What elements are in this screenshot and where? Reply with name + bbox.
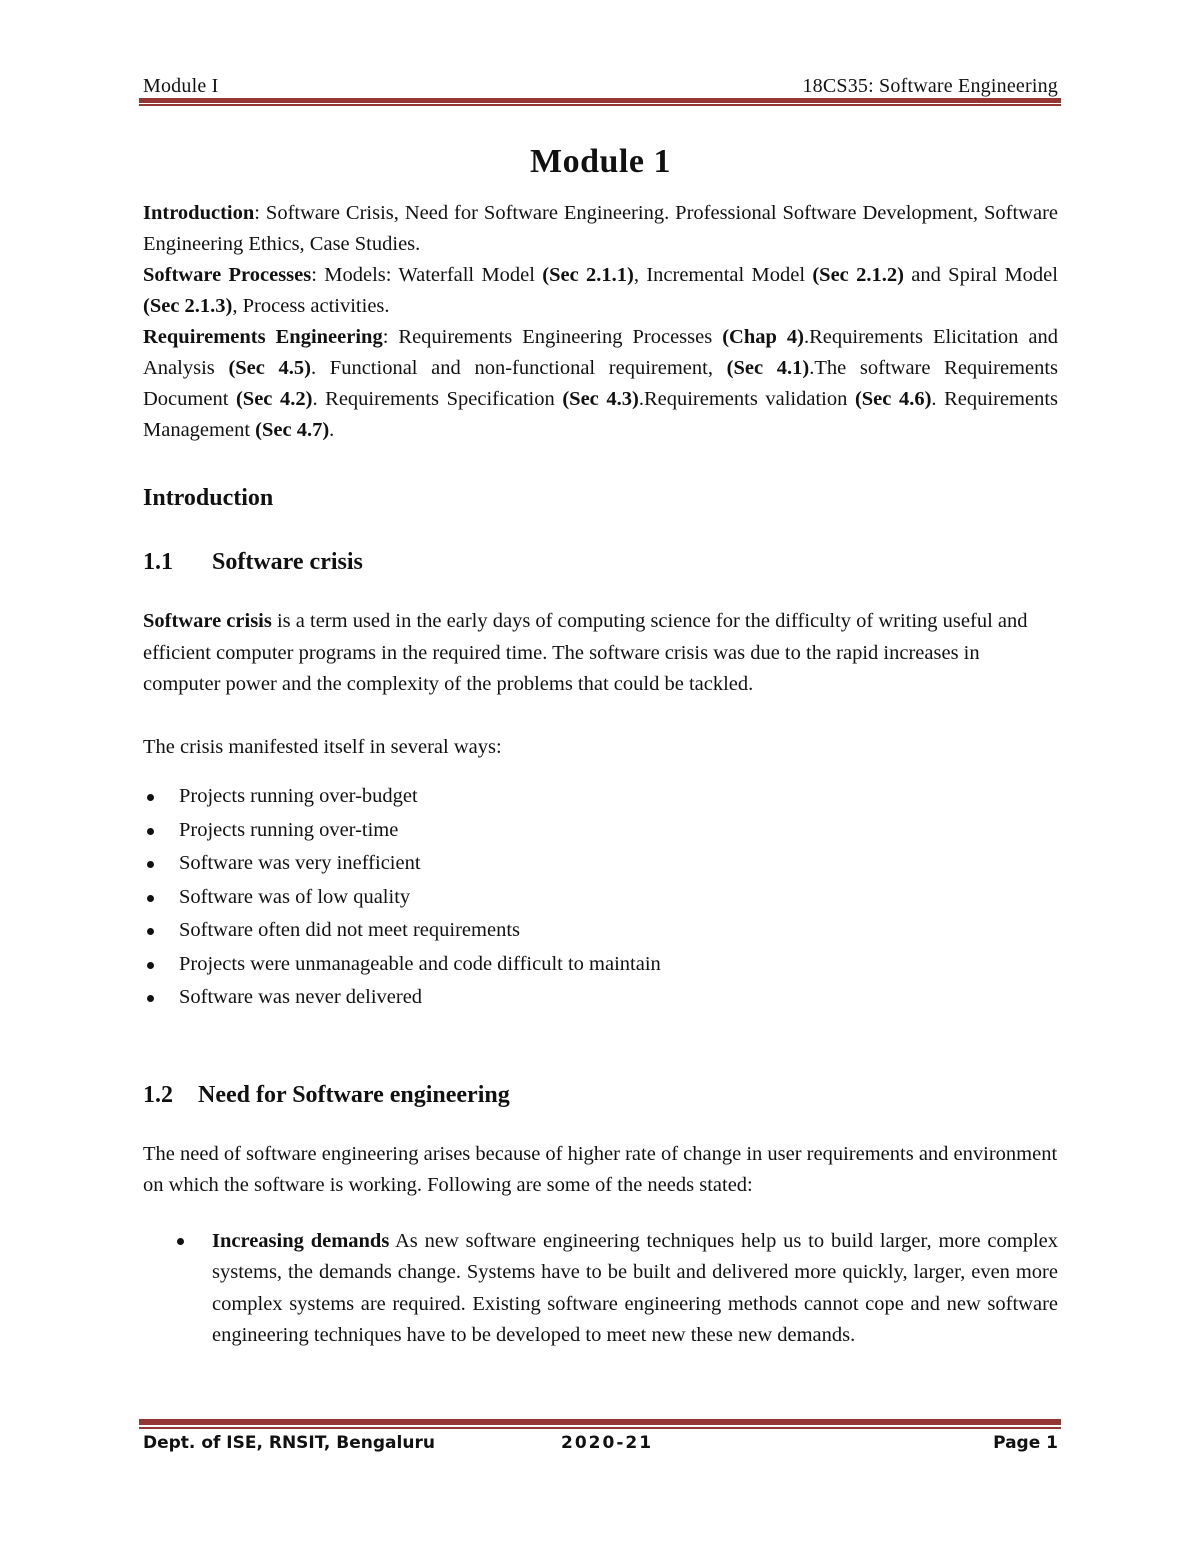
footer-page-number: Page 1 xyxy=(993,1433,1058,1453)
header-course: 18CS35: Software Engineering xyxy=(802,75,1058,97)
page-footer xyxy=(143,1433,1058,1461)
footer-department: Dept. of ISE, RNSIT, Bengaluru xyxy=(143,1433,435,1453)
syllabus-req-label: Requirements Engineering xyxy=(143,326,383,348)
syllabus-proc-label: Software Processes xyxy=(143,264,312,286)
paragraph-software-crisis: Software crisis is a term used in the early days of computing science for the difficulty of writing useful and efficient computer programs in the required time. The software crisis was due to the rapid increases in computer power and the complexity of the problems that could be tackled. xyxy=(143,610,1028,695)
list-item: Projects were unmanageable and code difficult to maintain xyxy=(143,948,1058,982)
footer-rule-thin xyxy=(139,1427,1061,1429)
list-item: Increasing demands As new software engineering techniques help us to build larger, more complex systems, the demands change. Systems have to be built and delivered more quickly, larger, even more complex systems are required. Existing software engineering methods cannot cope and new software engineering techniques have to be developed to meet new these new demands. xyxy=(143,1226,1058,1352)
list-item: Software was never delivered xyxy=(143,981,1058,1015)
section-number: 1.1 xyxy=(143,549,173,575)
page-title: Module 1 xyxy=(530,143,671,180)
heading-need-for-se xyxy=(143,1075,1058,1115)
footer-rule xyxy=(139,1419,1061,1425)
list-item: Projects running over-budget xyxy=(143,780,1058,814)
crisis-bullet-list xyxy=(143,780,1058,1015)
header-module: Module I xyxy=(143,75,219,97)
list-item: Software often did not meet requirements xyxy=(143,914,1058,948)
syllabus-requirements: Requirements Engineering: Requirements Engineering Processes (Chap 4).Requirements Elicitation and Analysis (Sec 4.5). Functional and non-functional requirement, (Sec 4.1).The software Requirements Document (Sec 4.2). Requirements Specification (Sec 4.3).Requirements validation (Sec 4.6). Requirements Management (Sec 4.7). xyxy=(143,326,1059,441)
syllabus-introduction: Introduction: Software Crisis, Need for Software Engineering. Professional Software Development, Software Engineering Ethics, Case Studies. xyxy=(143,202,1058,255)
header-rule xyxy=(139,98,1061,103)
page-body xyxy=(143,140,1058,1352)
heading-introduction: Introduction xyxy=(143,485,274,511)
heading-software-crisis xyxy=(143,542,1058,582)
paragraph-crisis-ways: The crisis manifested itself in several ways: xyxy=(143,735,502,758)
syllabus-processes: Software Processes: Models: Waterfall Model (Sec 2.1.1), Incremental Model (Sec 2.1.2) and Spiral Model (Sec 2.1.3), Process activities. xyxy=(143,264,1058,317)
section-title: Need for Software engineering xyxy=(198,1081,510,1108)
list-item: Software was very inefficient xyxy=(143,847,1058,881)
page-header xyxy=(143,70,1058,98)
section-number: 1.2 xyxy=(143,1081,173,1108)
footer-year: 2020-21 xyxy=(561,1433,654,1453)
header-rule-thin xyxy=(139,104,1061,106)
list-item: Projects running over-time xyxy=(143,814,1058,848)
needs-bullet-list xyxy=(143,1226,1058,1352)
list-item: Software was of low quality xyxy=(143,881,1058,915)
section-title: Software crisis xyxy=(212,549,363,575)
paragraph-need-for-se: The need of software engineering arises because of higher rate of change in user requirements and environment on which the software is working. Following are some of the needs stated: xyxy=(143,1142,1058,1196)
syllabus-intro-label: Introduction xyxy=(143,202,255,224)
